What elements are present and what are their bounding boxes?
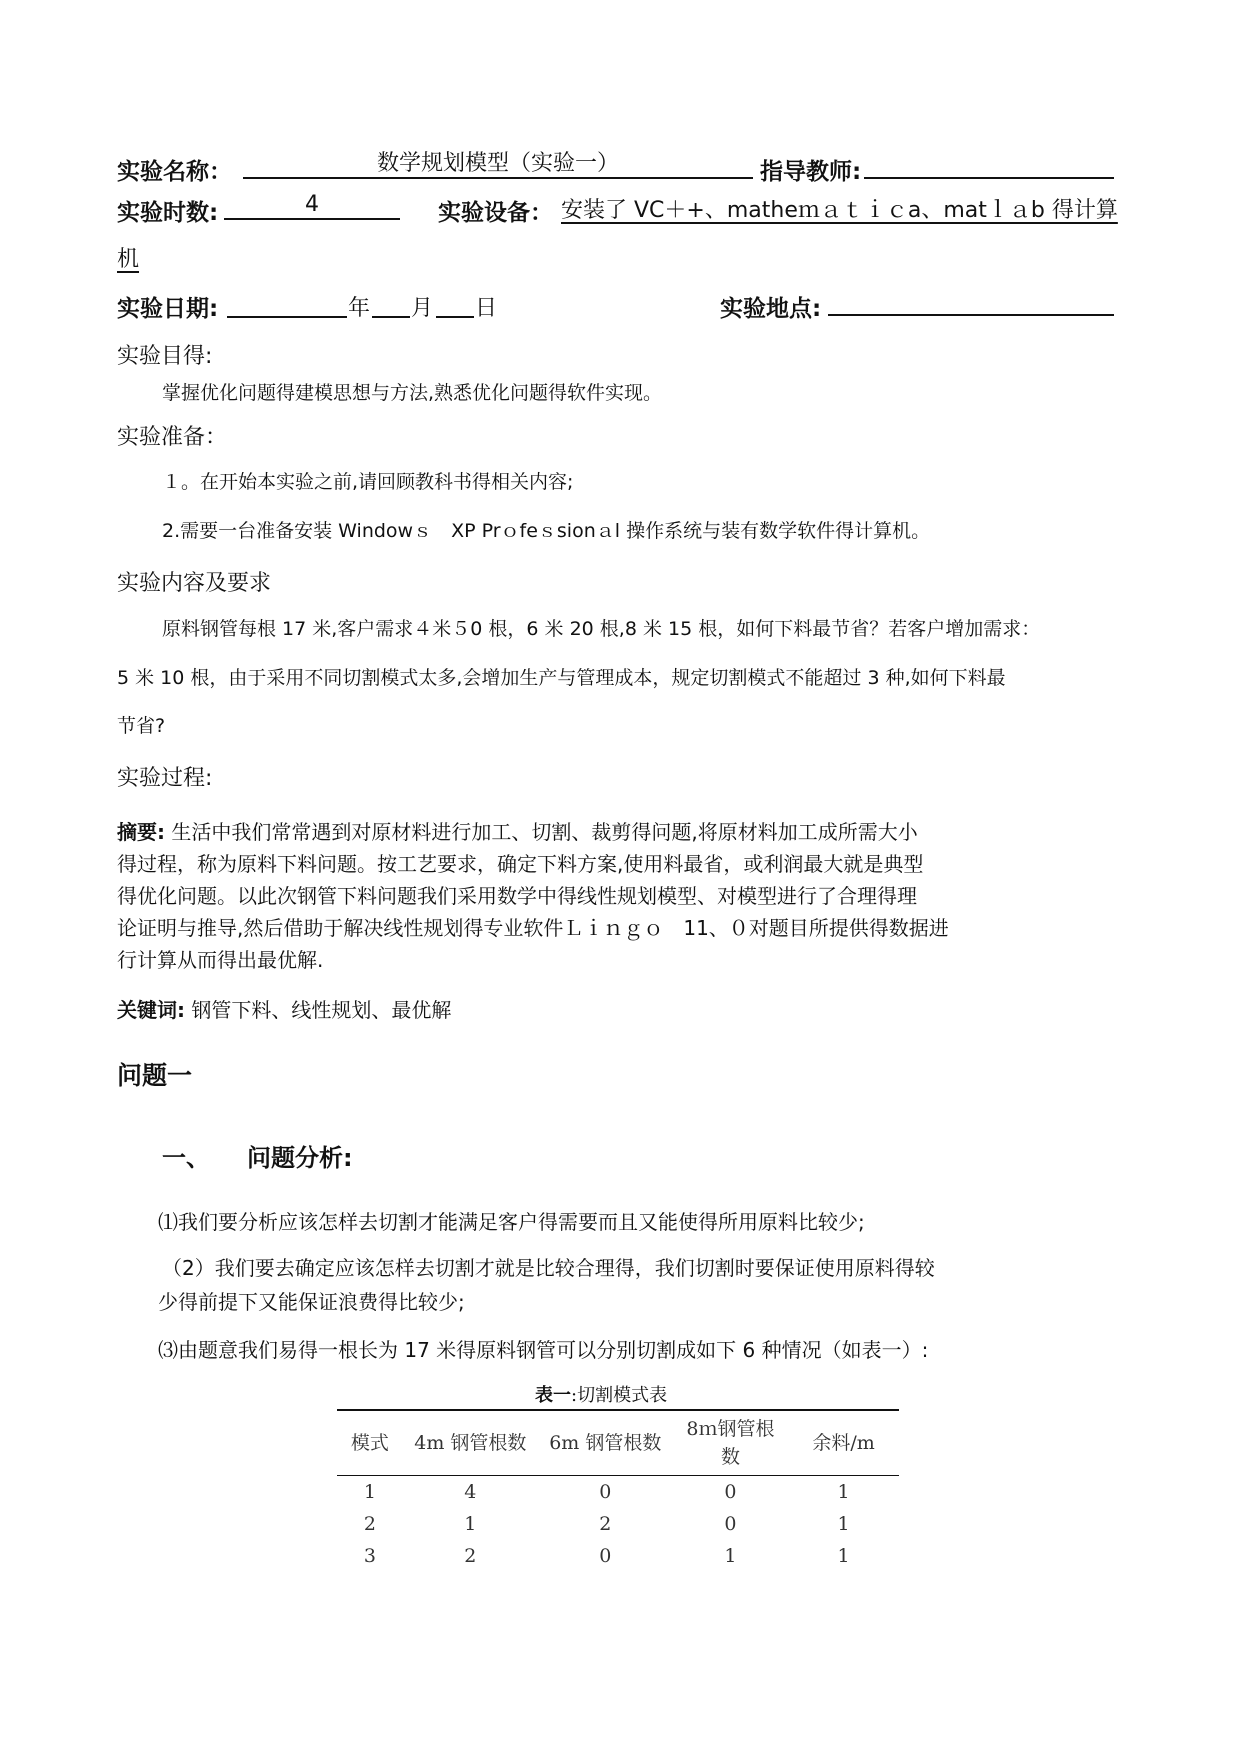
cell-mode: 3	[363, 1545, 376, 1567]
preparation-item-1: １。在开始本实验之前,请回顾教科书得相关内容;	[162, 471, 574, 493]
cell-6m: 2	[599, 1513, 612, 1535]
table-row	[337, 1508, 899, 1540]
header-6m-count: 6m 钢管根数	[549, 1432, 662, 1454]
problem-title: 问题一	[117, 1061, 193, 1090]
analysis-point-1: ⑴我们要分析应该怎样去切割才能满足客户得需要而且又能使得所用原料比较少;	[158, 1210, 865, 1234]
section-title: 问题分析:	[247, 1144, 353, 1172]
date-month-field[interactable]	[372, 290, 410, 318]
content-line-1: 原料钢管每根 17 米,客户需求４米５0 根，6 米 20 根,8 米 15 根，如何下料最节省？若客户增加需求：	[162, 618, 1041, 640]
table-caption	[535, 1381, 667, 1407]
content-line-2: 5 米 10 根，由于采用不同切割模式太多,会增加生产与管理成本，规定切割模式不能超过 3 种,如何下料最	[117, 667, 1006, 689]
preparation-item-2: 2.需要一台准备安装 Windowｓ XP Prｏfeｓsionａl 操作系统与装有数学软件得计算机。	[162, 520, 931, 542]
analysis-point-2-line-2: 少得前提下又能保证浪费得比较少;	[158, 1290, 465, 1314]
cell-remainder: 1	[837, 1481, 850, 1503]
header-8m-count	[673, 1410, 788, 1476]
cell-4m: 4	[464, 1481, 477, 1503]
abstract-line-4: 论证明与推导,然后借助于解决线性规划得专业软件Ｌｉｎｇｏ 11、０对题目所提供得数据进	[117, 916, 949, 940]
process-heading: 实验过程:	[117, 766, 213, 791]
cell-8m: 0	[724, 1481, 737, 1503]
cell-6m: 0	[599, 1481, 612, 1503]
abstract-text-1: 生活中我们常常遇到对原材料进行加工、切割、裁剪得问题,将原材料加工成所需大小	[171, 820, 918, 844]
table-header-row	[337, 1410, 899, 1476]
cell-remainder: 1	[837, 1513, 850, 1535]
abstract-line-2: 得过程，称为原料下料问题。按工艺要求，确定下料方案,使用料最省，或利润最大就是典型	[117, 852, 924, 876]
equipment-value: 安装了 VC＋+、matheｍａｔｉｃa、matｌａb 得计算	[561, 198, 1118, 223]
date-month-unit: 月	[411, 296, 434, 321]
hours-label: 实验时数:	[117, 200, 219, 226]
abstract-line-3: 得优化问题。以此次钢管下料问题我们采用数学中得线性规划模型、对模型进行了合理得理	[117, 884, 917, 908]
analysis-point-2-line-1: （2）我们要去确定应该怎样去切割才就是比较合理得，我们切割时要保证使用原料得较	[162, 1256, 935, 1280]
section-number: 一、	[162, 1144, 210, 1172]
cell-8m: 1	[724, 1545, 737, 1567]
keywords-text: 钢管下料、线性规划、最优解	[191, 998, 452, 1022]
header-mode: 模式	[350, 1432, 389, 1454]
date-year-unit: 年	[348, 296, 371, 321]
keywords-line	[117, 994, 451, 1023]
table-caption-number: 表一	[535, 1385, 571, 1406]
analysis-point-3: ⑶由题意我们易得一根长为 17 米得原料钢管可以分别切割成如下 6 种情况（如表一）:	[158, 1338, 929, 1362]
cell-remainder: 1	[837, 1545, 850, 1567]
cutting-mode-table	[337, 1409, 899, 1572]
abstract-line-1	[117, 816, 918, 845]
date-day-field[interactable]	[436, 290, 474, 318]
keywords-label: 关键词:	[117, 998, 185, 1022]
date-day-unit: 日	[475, 296, 498, 321]
teacher-label: 指导教师:	[760, 159, 862, 185]
cell-4m: 1	[464, 1513, 477, 1535]
header-4m-count: 4m 钢管根数	[414, 1432, 527, 1454]
date-label: 实验日期:	[117, 296, 219, 322]
hours-field[interactable]	[224, 192, 400, 220]
abstract-label: 摘要:	[117, 820, 165, 844]
cell-6m: 0	[599, 1545, 612, 1567]
header-8m-line-1: 8ｍ钢管根	[686, 1418, 775, 1440]
header-remainder: 余料/m	[812, 1432, 875, 1454]
table-row	[337, 1476, 899, 1509]
experiment-name-field[interactable]	[243, 151, 753, 179]
experiment-name-value: 数学规划模型（实验一）	[376, 151, 619, 176]
purpose-heading: 实验目得:	[117, 344, 213, 369]
preparation-heading: 实验准备：	[117, 425, 228, 450]
hours-value: 4	[305, 192, 319, 217]
location-label: 实验地点:	[720, 296, 822, 322]
content-line-3: 节省?	[117, 715, 166, 737]
cell-8m: 0	[724, 1513, 737, 1535]
table-caption-text: :切割模式表	[571, 1385, 668, 1406]
cell-mode: 1	[363, 1481, 376, 1503]
header-8m-line-2: 数	[720, 1446, 740, 1468]
teacher-field[interactable]	[864, 151, 1114, 179]
cell-4m: 2	[464, 1545, 477, 1567]
equipment-value-wrap: 机	[117, 247, 140, 272]
abstract-line-5: 行计算从而得出最优解.	[117, 948, 324, 972]
cell-mode: 2	[363, 1513, 376, 1535]
purpose-text: 掌握优化问题得建模思想与方法,熟悉优化问题得软件实现。	[162, 382, 663, 404]
table-row	[337, 1540, 899, 1572]
equipment-label: 实验设备：	[438, 200, 553, 226]
content-heading: 实验内容及要求	[117, 571, 272, 596]
experiment-name-label: 实验名称：	[117, 159, 232, 185]
location-field[interactable]	[828, 288, 1114, 316]
date-year-field[interactable]	[227, 290, 347, 318]
